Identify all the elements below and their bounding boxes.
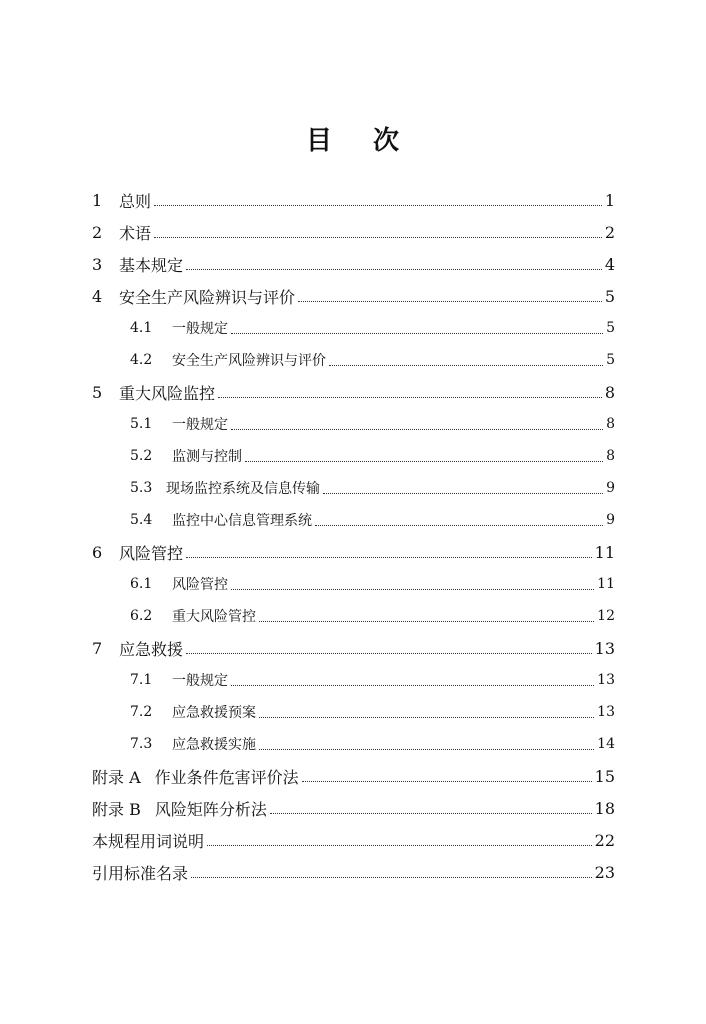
toc-entry-number: 5.1 <box>130 416 153 432</box>
toc-subentry[interactable] <box>130 410 615 438</box>
toc-entry-number: 5.3 <box>130 480 153 496</box>
toc-leader-dots <box>154 205 602 206</box>
toc-entry-label: 本规程用词说明 <box>92 831 205 851</box>
toc-entry-label: 术语 <box>119 223 152 243</box>
toc-entry-label: 风险矩阵分析法 <box>154 799 267 819</box>
toc-entry-label: 重大风险管控 <box>172 609 256 625</box>
toc-leader-dots <box>154 237 602 238</box>
toc-leader-dots <box>302 781 592 782</box>
toc-entry-label: 监控中心信息管理系统 <box>172 513 312 529</box>
toc-entry-number: 5.2 <box>130 448 153 464</box>
toc-subentry[interactable] <box>130 570 615 598</box>
toc-entry[interactable] <box>92 634 615 662</box>
toc-entry-number: 4.1 <box>130 320 153 336</box>
toc-entry-label: 重大风险监控 <box>119 383 216 403</box>
toc-entry-page: 4 <box>604 254 615 274</box>
toc-entry-number: 4.2 <box>130 352 153 368</box>
toc-entry-page: 5 <box>604 286 615 306</box>
toc-entry-number: 7.1 <box>130 672 153 688</box>
toc-entry-number: 2 <box>92 222 103 242</box>
toc-entry-number: 1 <box>92 190 103 210</box>
toc-leader-dots <box>298 301 602 302</box>
toc-entry[interactable] <box>92 218 615 246</box>
toc-entry[interactable] <box>92 282 615 310</box>
toc-subentry[interactable] <box>130 666 615 694</box>
toc-entry-page: 9 <box>606 512 615 528</box>
toc-entry-label: 现场监控系统及信息传输 <box>166 481 320 497</box>
toc-entry-page: 8 <box>604 382 615 402</box>
toc-subentry[interactable] <box>130 506 615 534</box>
toc-subentry[interactable] <box>130 474 615 502</box>
toc-entry[interactable] <box>92 378 615 406</box>
toc-entry-number: 3 <box>92 254 103 274</box>
toc-leader-dots <box>315 525 603 526</box>
toc-entry-label: 风险管控 <box>119 543 184 563</box>
toc-entry-number: 7.2 <box>130 704 153 720</box>
toc-entry-page: 22 <box>594 830 615 850</box>
toc-leader-dots <box>259 749 594 750</box>
toc-entry-label: 风险管控 <box>172 577 228 593</box>
toc-entry-page: 12 <box>597 608 615 624</box>
toc-leader-dots <box>186 269 602 270</box>
toc-leader-dots <box>323 493 603 494</box>
toc-entry-label: 一般规定 <box>172 417 228 433</box>
toc-entry-number: 6.1 <box>130 576 153 592</box>
toc-entry-page: 5 <box>606 352 615 368</box>
toc-entry-number: 5.4 <box>130 512 153 528</box>
toc-entry-page: 13 <box>594 638 615 658</box>
toc-entry-label: 引用标准名录 <box>92 863 189 883</box>
toc-entry-page: 11 <box>597 576 615 592</box>
toc-leader-dots <box>186 557 592 558</box>
toc-subentry[interactable] <box>130 314 615 342</box>
toc-subentry[interactable] <box>130 442 615 470</box>
toc-leader-dots <box>270 813 592 814</box>
toc-entry-page: 8 <box>606 416 615 432</box>
toc-entry-label: 安全生产风险辨识与评价 <box>172 353 326 369</box>
toc-leader-dots <box>259 621 594 622</box>
toc-entry-number: 4 <box>92 286 103 306</box>
toc-entry[interactable] <box>92 250 615 278</box>
title-part-1: 目 <box>305 126 333 156</box>
toc-entry-page: 18 <box>594 798 615 818</box>
toc-subentry[interactable] <box>130 346 615 374</box>
toc-entry-page: 13 <box>597 704 615 720</box>
toc-entry-page: 11 <box>594 542 615 562</box>
toc-leader-dots <box>259 717 594 718</box>
toc-entry-label: 基本规定 <box>119 255 184 275</box>
toc-entry-label: 总则 <box>119 191 152 211</box>
toc-subentry[interactable] <box>130 698 615 726</box>
toc-entry-page: 5 <box>606 320 615 336</box>
toc-entry-number: 5 <box>92 382 103 402</box>
toc-leader-dots <box>231 333 603 334</box>
toc-entry[interactable] <box>92 826 615 854</box>
toc-entry-label: 一般规定 <box>172 321 228 337</box>
title-part-2: 次 <box>373 126 401 156</box>
toc-entry-page: 13 <box>597 672 615 688</box>
toc-entry-number: 附录 B <box>92 799 141 819</box>
toc-leader-dots <box>231 429 603 430</box>
toc-subentry[interactable] <box>130 602 615 630</box>
toc-entry-page: 14 <box>597 736 615 752</box>
toc-entry-label: 应急救援 <box>119 639 184 659</box>
toc-entry-page: 23 <box>594 862 615 882</box>
toc-appendix-entry[interactable] <box>92 794 615 822</box>
toc-entry-page: 8 <box>606 448 615 464</box>
toc-entry[interactable] <box>92 186 615 214</box>
toc-entry-label: 监测与控制 <box>172 449 242 465</box>
toc-leader-dots <box>231 685 594 686</box>
toc-entry-number: 7.3 <box>130 736 153 752</box>
toc-entry-number: 附录 A <box>92 767 141 787</box>
toc-entry-label: 作业条件危害评价法 <box>154 767 299 787</box>
toc-entry-label: 应急救援预案 <box>172 705 256 721</box>
page-title <box>0 120 706 157</box>
toc-entry-label: 应急救援实施 <box>172 737 256 753</box>
toc-entry-number: 7 <box>92 638 103 658</box>
toc-entry-page: 9 <box>606 480 615 496</box>
toc-entry[interactable] <box>92 858 615 886</box>
toc-leader-dots <box>231 589 594 590</box>
toc-subentry[interactable] <box>130 730 615 758</box>
toc-leader-dots <box>207 845 592 846</box>
toc-leader-dots <box>218 397 602 398</box>
toc-entry-label: 安全生产风险辨识与评价 <box>119 287 296 307</box>
toc-appendix-entry[interactable] <box>92 762 615 790</box>
toc-leader-dots <box>186 653 592 654</box>
toc-leader-dots <box>191 877 592 878</box>
toc-leader-dots <box>329 365 603 366</box>
toc-leader-dots <box>245 461 603 462</box>
toc-entry-number: 6 <box>92 542 103 562</box>
toc-entry-number: 6.2 <box>130 608 153 624</box>
toc-entry-page: 2 <box>604 222 615 242</box>
toc-entry-page: 15 <box>594 766 615 786</box>
toc-entry-label: 一般规定 <box>172 673 228 689</box>
toc-entry-page: 1 <box>604 190 615 210</box>
toc-entry[interactable] <box>92 538 615 566</box>
